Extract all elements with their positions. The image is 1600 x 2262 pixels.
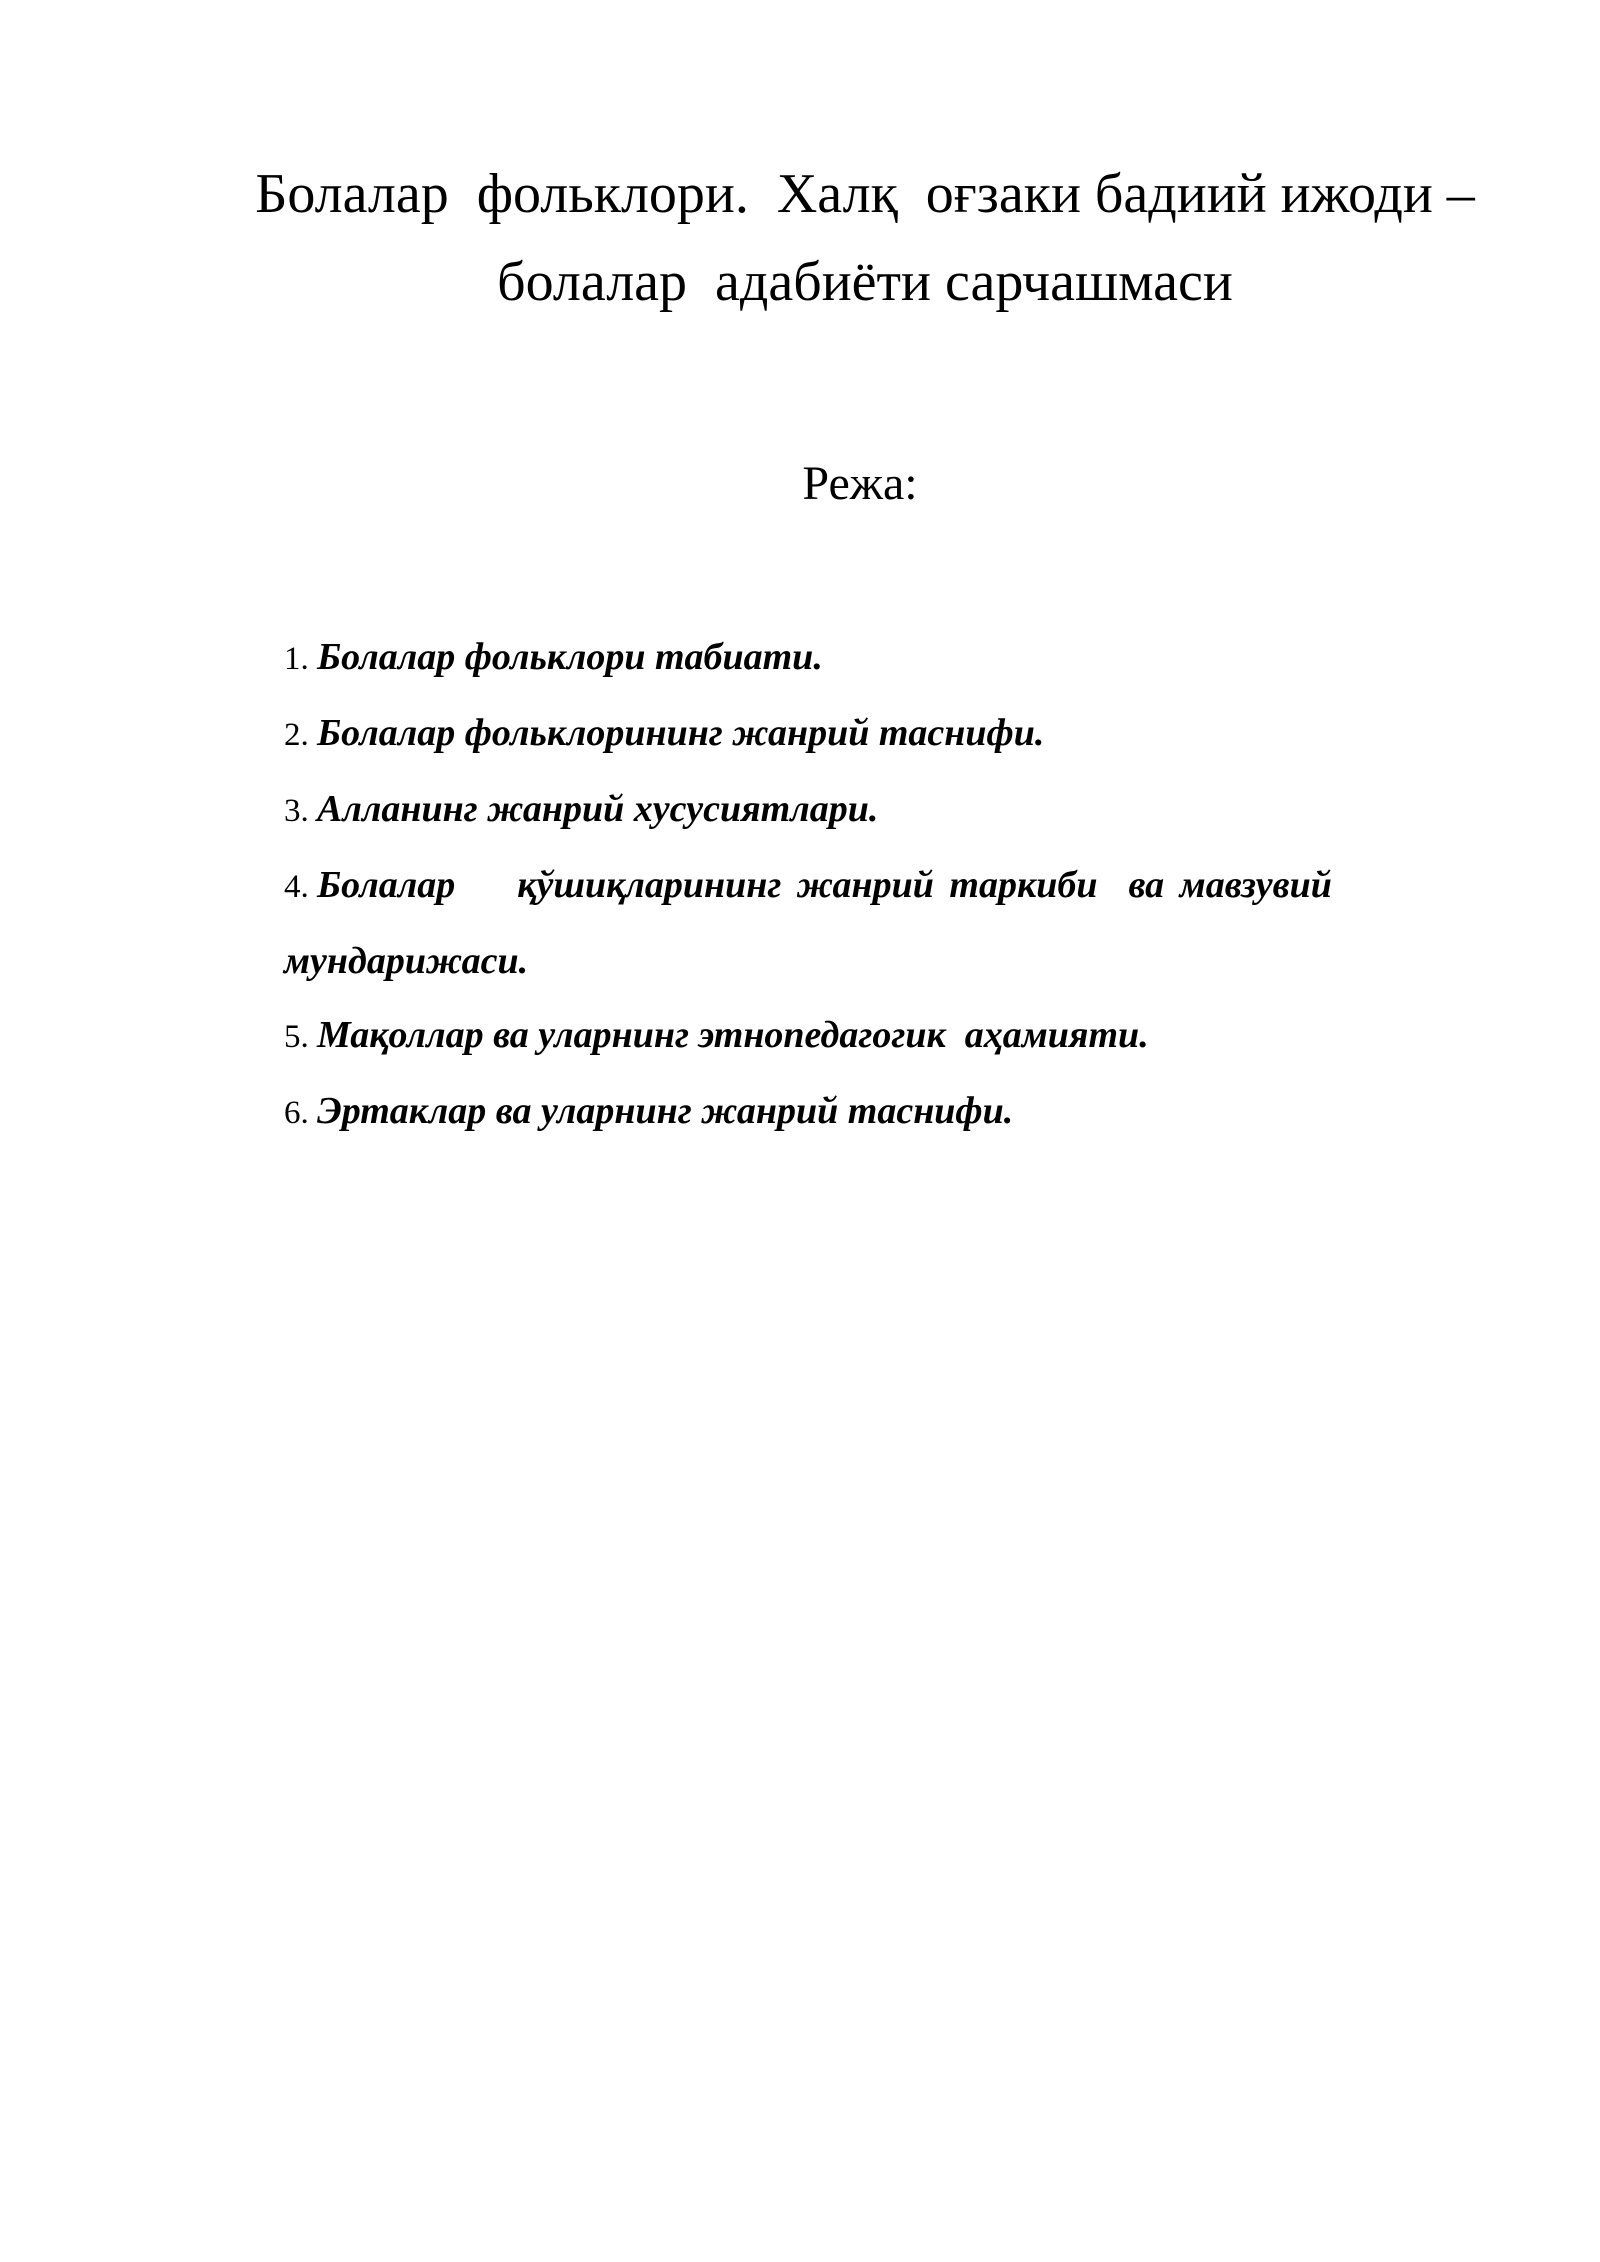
list-item-text: Болалар фольклорининг жанрий таснифи. [317, 712, 1045, 754]
list-item-number: 1. [284, 641, 317, 677]
list-item [284, 1074, 1424, 1150]
list-item-number: 5. [284, 1019, 317, 1055]
plan-heading: Режа: [802, 457, 918, 510]
list-item [284, 696, 1424, 772]
list-item [284, 848, 1424, 998]
title-line-1: Болалар фольклори. Халқ оғзаки бадиий ижоди – [255, 163, 1475, 225]
list-item-text: Мақоллар ва уларнинг этнопедагогик аҳамияти. [317, 1014, 1149, 1056]
list-item-number: 2. [284, 717, 317, 753]
list-item-number: 6. [284, 1095, 317, 1131]
list-item [284, 998, 1424, 1074]
list-item-text: Эртаклар ва уларнинг жанрий таснифи. [317, 1090, 1014, 1132]
list-item [284, 772, 1424, 848]
list-item [284, 620, 1424, 696]
plan-list [284, 620, 1424, 1150]
list-item-number: 4. [284, 869, 317, 905]
list-item-text: Алланинг жанрий хусусиятлари. [317, 788, 879, 830]
list-item-text: Болалар фольклори табиати. [317, 636, 823, 678]
page-title [200, 150, 1530, 326]
title-line-2: болалар адабиёти сарчашмаси [497, 251, 1233, 313]
list-item-number: 3. [284, 793, 317, 829]
list-item-text: Болалар қўшиқларининг жанрий таркиби ва мавзувий мундарижаси. [284, 864, 1348, 982]
